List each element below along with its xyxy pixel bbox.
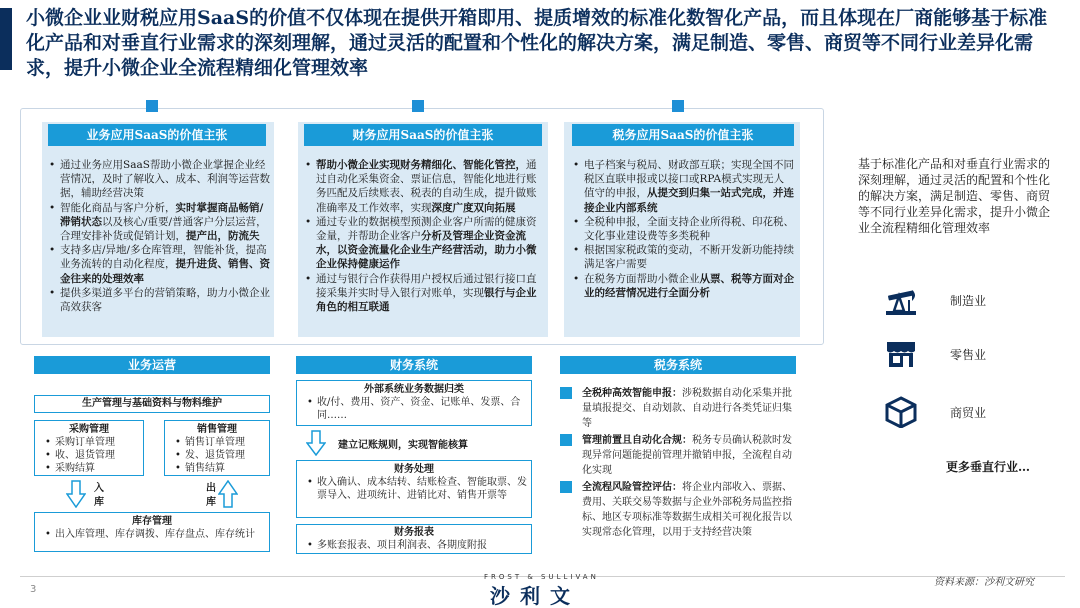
value-point-text: 提供多渠道多平台的营销策略，助力小微企业高效获客: [60, 286, 270, 314]
tax-item-text: 税务专员确认税款时发现异常问题能提前管理并撤销申报，全流程自动化实现: [582, 435, 792, 476]
value-point: [304, 215, 544, 272]
finance-section-title: 财务系统: [296, 356, 532, 374]
tax-item-heading: 全流程风险管控评估：: [582, 482, 682, 493]
connector-square: [146, 100, 158, 112]
value-point-text: 以及核心/重要/普通客户分层运营，合理安排补货或促销计划，: [60, 215, 267, 243]
tax-saas-title: 税务应用SaaS的价值主张: [572, 124, 794, 146]
bullet-square-icon: [560, 434, 572, 446]
connector-square: [672, 100, 684, 112]
logo-wordmark: FROST & SULLIVAN: [484, 573, 599, 581]
tax-item: [560, 480, 796, 540]
business-saas-points: [48, 158, 270, 314]
logo-chinese: 沙利文: [490, 584, 580, 608]
purchase-item: • 收、退货管理: [45, 449, 143, 462]
value-point: [572, 215, 794, 243]
more-industries-label: 更多垂直行业…: [946, 460, 1031, 474]
stock-out-label: 出库: [206, 483, 216, 508]
value-point-text: 从票、税等方面对企业的经营情况进行全面分析: [584, 272, 794, 299]
value-point-text: 分析及管理企业资金流水，以资金流量化企业生产经营活动，助力小微企业保持健康运作: [316, 230, 537, 271]
value-point: [572, 243, 794, 271]
arrow-up-icon: [218, 480, 238, 508]
report-box: [296, 524, 532, 554]
production-label: 生产管理与基础资料与物料维护: [82, 398, 222, 409]
value-point-text: 深度广度双向拓展: [431, 201, 516, 214]
value-point: [48, 158, 270, 201]
tax-item-heading: 全税种高效智能申报：: [582, 388, 682, 399]
sales-item: • 发、退货管理: [175, 449, 269, 462]
ops-section-title: 业务运营: [34, 356, 270, 374]
value-point-text: 智能化商品与客户分析，: [60, 201, 176, 214]
finance-saas-title: 财务应用SaaS的价值主张: [304, 124, 542, 146]
oil-pump-icon: [884, 284, 918, 316]
sales-title: 销售管理: [197, 424, 237, 435]
value-point: [304, 272, 544, 315]
industry-manufacturing: [884, 284, 987, 316]
tax-item: [560, 433, 796, 478]
purchase-box: [34, 420, 144, 476]
value-point: [48, 286, 270, 314]
purchase-item: • 采购结算: [45, 462, 143, 475]
value-point-text: 在税务方面帮助小微企业: [584, 272, 700, 285]
external-data-box: [296, 380, 532, 426]
arrow-down-icon: [66, 480, 86, 508]
value-point-text: 提升进货、销售、资金往来的处理效率: [60, 258, 270, 285]
value-point-text: 支持多店/异地/多仓库管理，智能补货，提高业务流转的自动化程度，: [60, 244, 267, 271]
industry-manufacturing-label: 制造业: [950, 294, 987, 308]
accounting-rule-label: 建立记账规则，实现智能核算: [338, 440, 468, 451]
processing-box: [296, 460, 532, 518]
industry-trade-label: 商贸业: [950, 406, 987, 420]
value-point-text: 从提交到归集一站式完成，并连接企业内部系统: [584, 187, 794, 214]
bullet-square-icon: [560, 481, 572, 493]
inventory-box: [34, 512, 270, 552]
value-point-text: 根据国家税政策的变动，不断开发新功能持续满足客户需要: [584, 244, 794, 271]
processing-item: • 收入确认、成本结转、结账检查、智能取票、发票导入、进项统计、进销比对、销售开票等: [307, 476, 531, 502]
purchase-title: 采购管理: [69, 424, 109, 435]
value-point-text: 通过专业的数据模型预测企业客户所需的健康资金量，并帮助企业客户: [316, 215, 537, 243]
tax-saas-points: [572, 158, 794, 300]
value-point-text: 实时掌握商品畅销/滞销状态: [60, 201, 264, 228]
arrow-down-icon: [306, 430, 326, 456]
business-saas-title: 业务应用SaaS的价值主张: [48, 124, 266, 146]
storefront-icon: [884, 338, 918, 370]
external-data-title: 外部系统业务数据归类: [364, 384, 464, 395]
value-point: [572, 272, 794, 300]
value-point-text: 提产出，防流失: [186, 230, 260, 243]
value-point-text: 全税种申报，全面支持企业所得税、印花税、文化事业建设费等多类税种: [584, 215, 794, 243]
bullet-square-icon: [560, 387, 572, 399]
page-headline: 小微企业业财税应用SaaS的价值不仅体现在提供开箱即用、提质增效的标准化数智化产品，而且体现在厂商能够基于标准化产品和对垂直行业需求的深刻理解，通过灵活的配置和个性化的解决方案，满足制造、零售、商贸等不同行业差异化需求，提升小微企业全流程精细化管理效率: [26, 7, 1048, 79]
value-point-text: 通过业务应用SaaS帮助小微企业掌握企业经营情况，及时了解收入、成本、利润等运营数据，辅助经营决策: [60, 159, 270, 200]
package-box-icon: [884, 396, 918, 428]
connector-square: [412, 100, 424, 112]
tax-item-heading: 管理前置且自动化合规：: [582, 435, 692, 446]
value-point-text: 电子档案与税局、财政部互联；实现全国不同税区直联申报或以接口或RPA模式实现无人值守的申报，: [584, 159, 794, 200]
value-point: [304, 158, 544, 215]
inventory-item: • 出入库管理、库存调拨、库存盘点、库存统计: [45, 528, 269, 541]
report-title: 财务报表: [394, 527, 434, 538]
report-item: • 多账套报表、项目利润表、各期度附报: [307, 539, 531, 552]
summary-text: 基于标准化产品和对垂直行业需求的深刻理解，通过灵活的配置和个性化的解决方案，满足制造、零售、商贸等不同行业差异化需求，提升小微企业全流程精细化管理效率: [858, 157, 1051, 235]
value-point-text: 帮助小微企业实现财务精细化、智能化管控，: [316, 159, 526, 171]
title-accent-bar: [0, 8, 12, 70]
sales-item: • 销售订单管理: [175, 436, 269, 449]
tax-item: [560, 386, 796, 431]
inventory-title: 库存管理: [132, 516, 172, 527]
value-point: [48, 243, 270, 286]
external-data-item: • 收/付、费用、资产、资金、记账单、发票、合同……: [307, 396, 531, 422]
value-point: [572, 158, 794, 215]
industry-trade: [884, 396, 987, 428]
sales-item: • 销售结算: [175, 462, 269, 475]
tax-item-text: 将企业内部收入、票据、费用、关联交易等数据与企业外部税务局监控指标、地区专项标准等数据生成相关可视化报告以实现常态化管理，以用于支持经营决策: [582, 482, 792, 538]
value-point-text: 通过自动化采集资金、票证信息，智能化地进行账务匹配及后续账表、税表的自动生成，提升做账准确率及工作效率，实现: [316, 159, 537, 214]
value-point: [48, 201, 270, 244]
processing-title: 财务处理: [394, 464, 434, 475]
sales-box: [164, 420, 270, 476]
source-note: 资料来源：沙利文研究: [934, 577, 1034, 588]
stock-in-label: 入库: [94, 483, 104, 508]
page-number: 3: [30, 584, 37, 595]
purchase-item: • 采购订单管理: [45, 436, 143, 449]
tax-item-text: 涉税数据自动化采集并批量填报提交、自动划款、自动进行各类凭证归集等: [582, 388, 792, 429]
value-point-text: 银行与企业角色的相互联通: [316, 286, 537, 314]
production-box: [34, 395, 270, 413]
industry-retail-label: 零售业: [950, 348, 987, 362]
value-point-text: 通过与银行合作获得用户授权后通过银行接口直接采集并实时导入银行对账单，实现: [316, 272, 537, 299]
tax-section-title: 税务系统: [560, 356, 796, 374]
industry-retail: [884, 338, 987, 370]
finance-saas-points: [304, 158, 544, 314]
